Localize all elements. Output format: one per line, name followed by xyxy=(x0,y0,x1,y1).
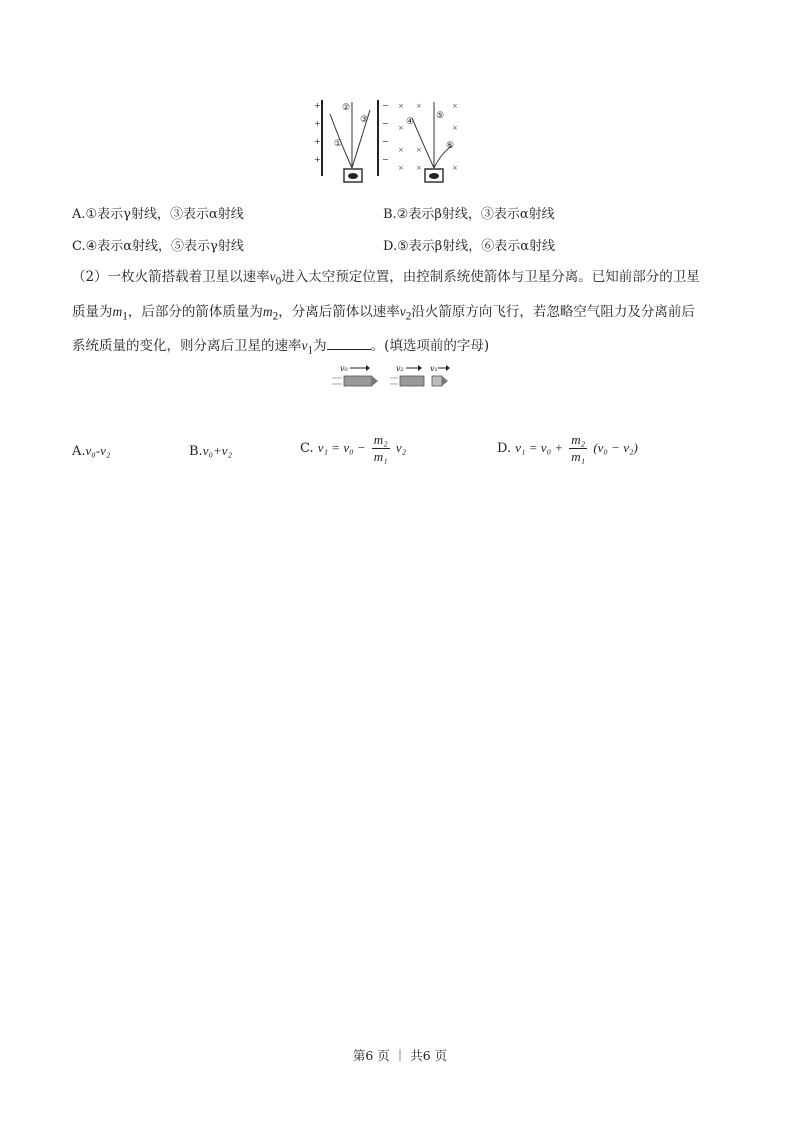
svg-text:−: − xyxy=(382,155,389,164)
svg-text:+: + xyxy=(314,119,321,128)
svg-text:×: × xyxy=(416,164,422,172)
svg-text:×: × xyxy=(452,164,458,172)
fraction-m2-over-m1: $\frac{\text{m₂}}{\text{m₁}}$ xyxy=(373,432,388,464)
electric-field-diagram xyxy=(314,100,389,182)
q2-option-c: C. v₁ = v₀ − $\frac{\text{m₂}}{\text{m₁}}$ v₂ xyxy=(300,432,407,464)
q2-line-2: 质量为$m_1$，后部分的箭体质量为$m_2$，分离后箭体以速率$v_2$沿火箭原方向飞行，若忽略空气阻力及分离前后 xyxy=(72,303,695,323)
svg-text:+: + xyxy=(314,155,321,164)
q2-option-d: D. v₁ = v₀ + $\frac{\text{m₂}}{\text{m₁}}$ (v₀ − v₂) xyxy=(497,432,638,464)
q2-option-b: B.v₀+v₂ xyxy=(189,443,233,459)
magnetic-field-diagram xyxy=(398,102,458,182)
ray-label-1: ① xyxy=(334,139,343,149)
svg-text:×: × xyxy=(398,124,404,132)
label-v1: v₁ xyxy=(430,364,438,373)
q2-line-1: （2）一枚火箭搭载着卫星以速率$v_0$进入太空预定位置，由控制系统使箭体与卫星分离。已知前部分的卫星 xyxy=(72,269,700,288)
q1-option-b: B.②表示β射线，③表示α射线 xyxy=(383,207,555,222)
q1-option-c: C.④表示α射线，⑤表示γ射线 xyxy=(72,239,244,254)
radiation-deflection-figure xyxy=(312,96,470,188)
label-v0: v₀ xyxy=(340,364,348,373)
satellite-after xyxy=(430,364,450,386)
ray-label-3: ③ xyxy=(360,115,369,125)
svg-text:×: × xyxy=(452,102,458,110)
q2-option-a: A.v₀-v₂ xyxy=(72,443,111,459)
fraction-m2-over-m1: $\frac{\text{m₂}}{\text{m₁}}$ xyxy=(571,432,586,464)
svg-text:−: − xyxy=(382,101,389,110)
svg-text:×: × xyxy=(398,146,404,154)
svg-text:×: × xyxy=(416,146,422,154)
ray-label-2: ② xyxy=(342,103,351,113)
rocket-before xyxy=(332,364,378,386)
svg-text:−: − xyxy=(382,137,389,146)
svg-text:×: × xyxy=(452,124,458,132)
q2-line-3: 系统质量的变化，则分离后卫星的速率$v_1$为 。(填选项前的字母) xyxy=(72,331,732,366)
ray-label-4: ④ xyxy=(406,117,415,127)
ray-label-5: ⑤ xyxy=(436,111,445,121)
q1-option-d: D.⑤表示β射线，⑥表示α射线 xyxy=(383,239,556,254)
svg-text:+: + xyxy=(314,101,321,110)
rocket-separation-figure xyxy=(330,362,454,394)
page-footer: 第6 页 ｜ 共6 页 xyxy=(352,1048,448,1063)
svg-text:+: + xyxy=(314,137,321,146)
label-v2: v₂ xyxy=(396,364,404,373)
q1-option-a: A.①表示γ射线，③表示α射线 xyxy=(72,207,244,222)
rocket-body-after xyxy=(390,364,424,386)
svg-text:×: × xyxy=(398,164,404,172)
ray-label-6: ⑥ xyxy=(446,141,455,151)
svg-text:−: − xyxy=(382,119,389,128)
svg-text:×: × xyxy=(398,102,404,110)
q2-stem xyxy=(72,262,732,366)
answer-blank xyxy=(327,335,371,350)
svg-text:×: × xyxy=(416,102,422,110)
